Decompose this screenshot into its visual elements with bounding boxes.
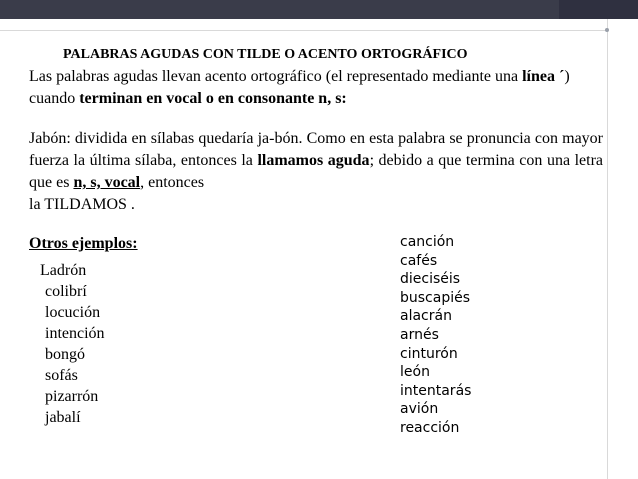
- right-word: león: [400, 364, 430, 381]
- intro-text-2: ) cuando: [29, 68, 570, 107]
- intro-paragraph: [29, 66, 607, 110]
- example-text-3: , entonces: [140, 174, 205, 191]
- left-word: locución: [45, 304, 101, 321]
- left-word: jabalí: [45, 409, 81, 426]
- right-word-list: [400, 233, 471, 438]
- left-word: Ladrón: [40, 262, 87, 279]
- intro-bold-1: línea ´: [522, 68, 565, 85]
- top-bar-accent: [559, 0, 638, 19]
- left-word: intención: [45, 325, 105, 342]
- left-word-list: [35, 260, 105, 428]
- example-text-2: ; debido a que termina con una letra que es: [29, 152, 604, 191]
- vertical-rule: [607, 19, 608, 479]
- intro-text-1: Las palabras agudas llevan acento ortográfico (el representado mediante una: [29, 68, 523, 85]
- right-word: intentarás: [400, 382, 472, 399]
- right-word: cinturón: [400, 345, 458, 362]
- left-word: sofás: [45, 367, 78, 384]
- corner-dot: [605, 28, 609, 32]
- others-heading: Otros ejemplos:: [29, 235, 138, 252]
- example-text-1: Jabón: dividida en sílabas quedaría ja-bón. Como en esta palabra se pronuncia con mayor fuerza la última sílaba, entonces la: [29, 130, 603, 169]
- left-word: bongó: [45, 346, 85, 363]
- horizontal-rule: [0, 30, 607, 31]
- left-word: pizarrón: [45, 388, 99, 405]
- example-paragraph: [29, 128, 603, 216]
- example-bold-1: llamamos aguda: [257, 152, 370, 169]
- right-word: buscapiés: [400, 289, 471, 306]
- right-word: dieciséis: [400, 271, 461, 288]
- left-word: colibrí: [45, 283, 87, 300]
- right-word: arnés: [400, 326, 439, 343]
- right-word: canción: [400, 234, 455, 250]
- example-bold-2: n, s, vocal: [73, 174, 141, 191]
- right-word: reacción: [400, 419, 460, 436]
- right-word: alacrán: [400, 308, 452, 325]
- example-last-line: la TILDAMOS .: [29, 196, 135, 213]
- slide-title: PALABRAS AGUDAS CON TILDE O ACENTO ORTOGRÁFICO: [63, 47, 468, 62]
- intro-bold-2: terminan en vocal o en consonante n, s:: [79, 90, 347, 107]
- right-word: avión: [400, 401, 439, 418]
- top-bar: [0, 0, 638, 19]
- right-word: cafés: [400, 252, 438, 269]
